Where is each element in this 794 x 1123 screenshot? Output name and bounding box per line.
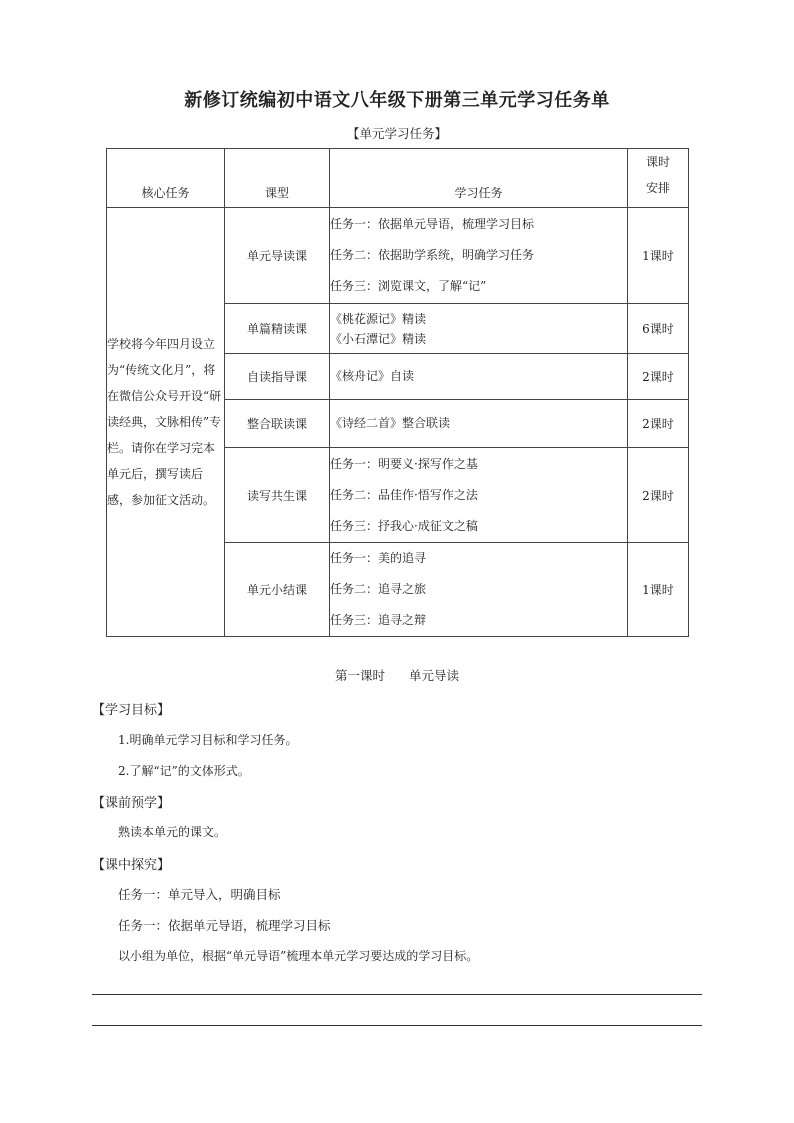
task-item: 任务三：浏览课文，了解“记” [330,279,487,293]
header-lesson-type: 课型 [225,149,330,208]
header-core-task: 核心任务 [107,149,225,208]
hours-cell: 2课时 [628,448,689,543]
task-item: 《诗经二首》整合联读 [330,416,451,430]
task-list [330,543,628,637]
task-item: 任务二：追寻之旅 [330,582,427,596]
table-row [107,208,689,304]
task-item: 《小石潭记》精读 [330,331,427,346]
header-hours [628,149,689,208]
lesson-type: 自读指导课 [225,354,330,400]
task-list [330,354,628,400]
section-subtitle: 【单元学习任务】 [346,126,447,141]
task-item: 任务三：抒我心·成征文之稿 [330,518,478,533]
lesson-title [0,666,794,684]
goals-heading: 【学习目标】 [92,703,171,718]
header-hours-line2: 安排 [645,181,670,195]
explore-task-2: 任务一：依据单元导语，梳理学习目标 [118,918,331,933]
header-learning-tasks: 学习任务 [330,149,628,208]
task-item: 任务三：追寻之辩 [330,613,427,627]
task-list [330,208,628,304]
hours-cell: 1课时 [628,543,689,637]
goal-item: 2.了解“记”的文体形式。 [118,764,250,778]
task-item: 任务一：依据单元导语，梳理学习目标 [330,217,535,231]
hours-cell: 2课时 [628,354,689,400]
hours-cell: 1课时 [628,208,689,304]
task-item: 《核舟记》自读 [330,369,415,383]
lesson-name: 单元导读 [408,668,459,683]
unit-task-table [106,148,689,637]
task-item: 《桃花源记》精读 [330,311,427,326]
lesson-type: 单篇精读课 [225,304,330,354]
lesson-number: 第一课时 [334,668,385,683]
task-item: 任务一：明要义·探写作之基 [330,456,478,471]
table-header-row [107,149,689,208]
explore-heading: 【课中探究】 [92,858,171,873]
lesson-type: 单元导读课 [225,208,330,304]
answer-line [92,994,702,995]
lesson-type: 单元小结课 [225,543,330,637]
lesson-type: 读写共生课 [225,448,330,543]
explore-task-1: 任务一：单元导入，明确目标 [118,887,281,902]
task-instruction: 以小组为单位，根据“单元导语”梳理本单元学习要达成的学习目标。 [118,949,479,963]
document-title: 新修订统编初中语文八年级下册第三单元学习任务单 [184,90,610,111]
task-item: 任务二：依据助学系统，明确学习任务 [330,248,535,262]
hours-cell: 6课时 [628,304,689,354]
task-item: 任务一：美的追寻 [330,551,427,565]
preview-heading: 【课前预学】 [92,796,171,811]
task-list [330,304,628,354]
goal-item: 1.明确单元学习目标和学习任务。 [118,733,298,747]
task-list [330,448,628,543]
preview-text: 熟读本单元的课文。 [118,825,227,839]
task-list [330,400,628,448]
core-task-cell: 学校将今年四月设立为“传统文化月”，将在微信公众号开设“研读经典，文脉相传”专栏。请你在学习完本单元后，撰写读后感，参加征文活动。 [107,208,225,637]
task-item: 任务二：品佳作·悟写作之法 [330,487,478,502]
header-hours-line1: 课时 [645,155,670,169]
answer-line [92,1025,702,1026]
lesson-type: 整合联读课 [225,400,330,448]
hours-cell: 2课时 [628,400,689,448]
